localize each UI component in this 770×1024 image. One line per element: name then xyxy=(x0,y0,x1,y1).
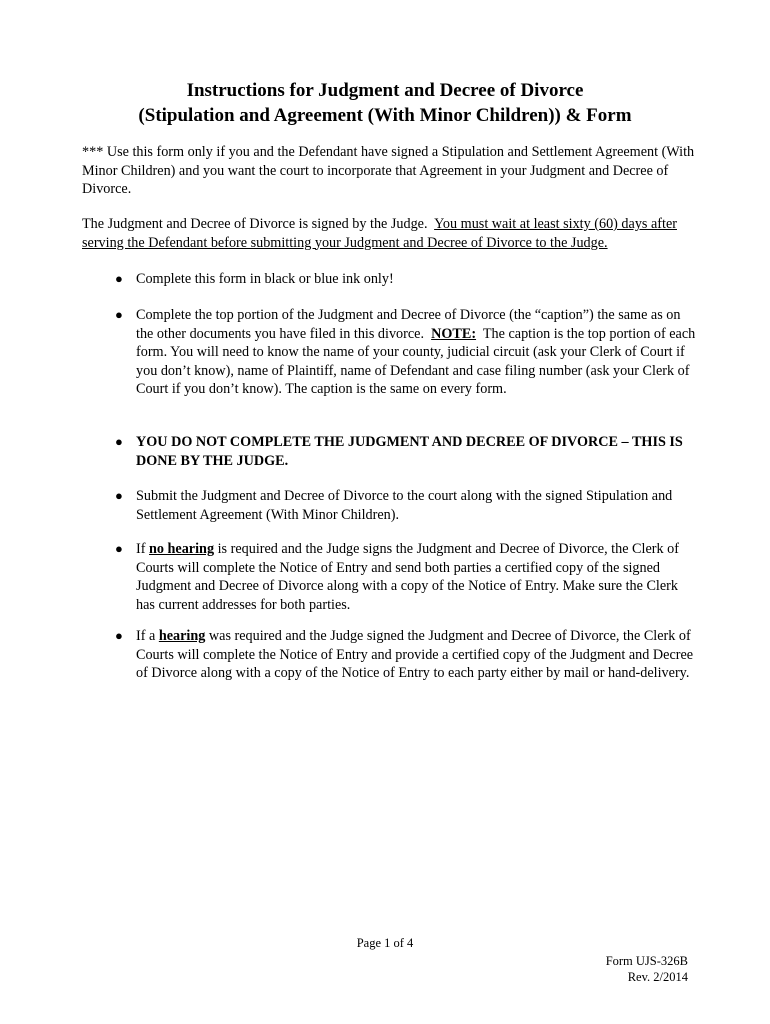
caption-note-label: NOTE: xyxy=(431,325,477,342)
bullet-ink xyxy=(82,270,697,289)
bullet-judge xyxy=(82,433,697,470)
bullet-dot: ● xyxy=(115,628,123,643)
no-hearing-emphasis: no hearing xyxy=(149,541,215,557)
bullet-caption-text xyxy=(136,306,697,399)
bullet-judge-text: YOU DO NOT COMPLETE THE JUDGMENT AND DECREE OF DIVORCE – THIS IS DONE BY THE JUDGE. xyxy=(136,434,683,469)
caption-text-a: Complete the top portion of the Judgment and Decree of Divorce (the “caption”) the same as on the other documents you have filed in this divorce. xyxy=(136,307,681,342)
form-revision: Rev. 2/2014 xyxy=(627,970,688,984)
form-identifier xyxy=(488,953,688,985)
signing-text: The Judgment and Decree of Divorce is signed by the Judge. xyxy=(82,216,428,232)
bullet-submit-text: Submit the Judgment and Decree of Divorce to the court along with the signed Stipulation and Settlement Agreement (With Minor Children). xyxy=(136,488,673,523)
bullet-hearing xyxy=(82,627,697,683)
no-hearing-text-b: is required and the Judge signs the Judgment and Decree of Divorce, the Clerk of Courts will complete the Notice of Entry and send both parties a certified copy of the signed Judgment and Decree of Divorce along with a copy of the Notice of Entry. Make sure the Clerk has current addresses for both parties. xyxy=(136,541,679,613)
bullet-no-hearing-text xyxy=(136,540,697,614)
waiting-period-notice: You must wait at least sixty (60) days after serving the Defendant before submitting your Judgment and Decree of Divorce to the Judge. xyxy=(82,216,677,251)
bullet-no-hearing xyxy=(82,540,697,614)
no-hearing-text-a: If xyxy=(136,541,146,557)
bullet-dot: ● xyxy=(115,541,123,556)
form-number: Form UJS-326B xyxy=(605,954,688,968)
document-title xyxy=(60,78,710,128)
caption-text-b: The caption is the top portion of each form. You will need to know the name of your county, judicial circuit (ask your Clerk of Court if you don’t know), name of Plaintiff, name of Defendant and case filing number (ask your Clerk of Court if you don’t know). The caption is the same on every form. xyxy=(136,325,696,398)
signing-paragraph xyxy=(82,215,697,252)
bullet-dot: ● xyxy=(115,307,123,322)
bullet-dot: ● xyxy=(115,434,123,449)
title-line-1: Instructions for Judgment and Decree of Divorce xyxy=(186,80,584,101)
bullet-dot: ● xyxy=(115,271,123,286)
bullet-dot: ● xyxy=(115,488,123,503)
bullet-ink-text: Complete this form in black or blue ink only! xyxy=(136,271,394,287)
hearing-text-b: was required and the Judge signed the Judgment and Decree of Divorce, the Clerk of Courts will complete the Notice of Entry and provide a certified copy of the Judgment and Decree of Divorce along with a copy of the Notice of Entry to each party either by mail or hand-delivery. xyxy=(136,628,694,682)
title-line-2: (Stipulation and Agreement (With Minor Children)) & Form xyxy=(138,105,632,126)
hearing-emphasis: hearing xyxy=(158,628,206,644)
hearing-text-a: If a xyxy=(136,628,156,644)
bullet-caption xyxy=(82,306,697,399)
intro-paragraph: *** Use this form only if you and the Defendant have signed a Stipulation and Settlement Agreement (With Minor Children) and you want the court to incorporate that Agreement in your Judgment and Decree of Divorce. xyxy=(82,144,695,198)
bullet-submit xyxy=(82,487,697,524)
bullet-hearing-text xyxy=(136,627,697,683)
page-number: Page 1 of 4 xyxy=(356,936,414,950)
